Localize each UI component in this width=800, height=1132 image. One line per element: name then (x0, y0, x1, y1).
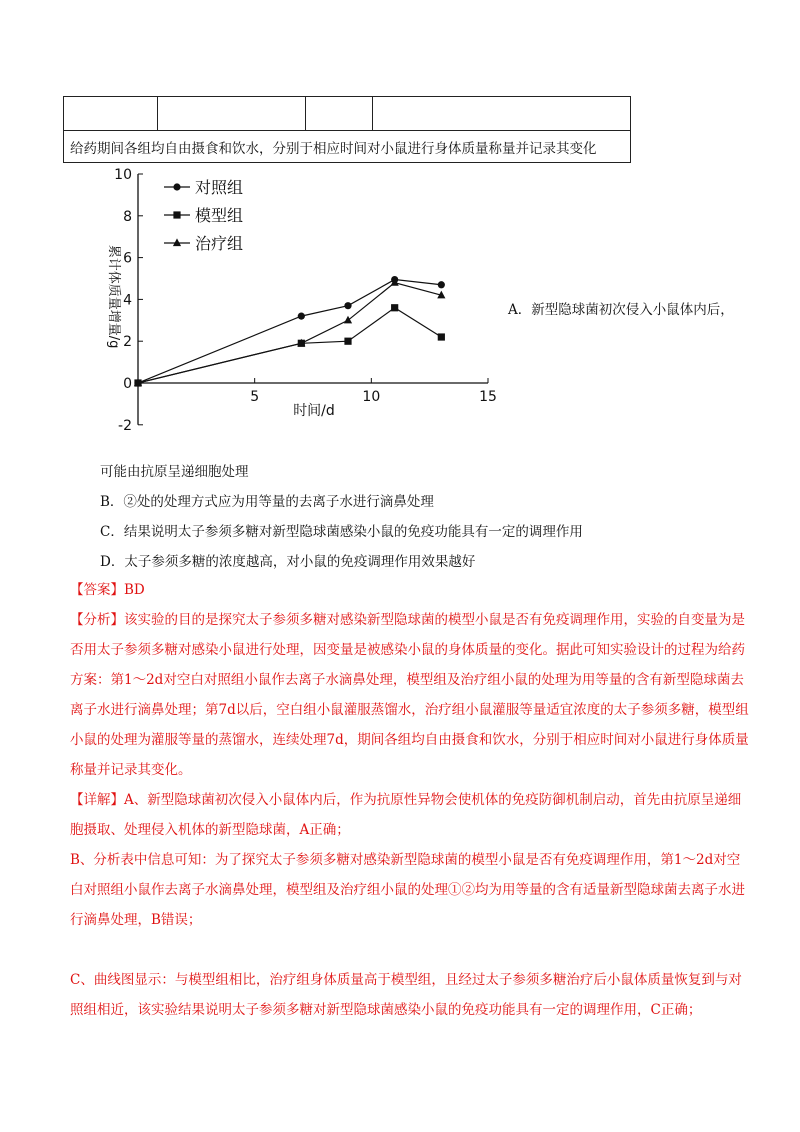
point-circle (344, 302, 351, 309)
legend-label: 治疗组 (195, 234, 244, 253)
y-tick-label: -2 (118, 417, 132, 434)
x-tick-label: 10 (362, 389, 381, 405)
point-circle (438, 281, 445, 288)
table-note-cell: 给药期间各组均自由摄食和饮水，分别于相应时间对小鼠进行身体质量称量并记录其变化 (64, 131, 631, 163)
weight-gain-chart (95, 165, 505, 440)
series-line (138, 283, 441, 383)
point-square (344, 338, 351, 345)
y-tick-label: 10 (114, 167, 132, 183)
option-b: B．②处的处理方式应为用等量的去离子水进行滴鼻处理 (100, 494, 434, 510)
table-cell (306, 97, 373, 131)
chart-series (134, 276, 446, 387)
y-tick-label: 8 (123, 208, 132, 225)
experiment-table (63, 96, 631, 163)
option-c: C．结果说明太子参须多糖对新型隐球菌感染小鼠的免疫功能具有一定的调理作用 (100, 524, 583, 540)
point-circle (173, 183, 180, 190)
x-tick-label: 15 (479, 389, 497, 405)
y-tick-label: 0 (123, 376, 132, 392)
chart-legend (164, 178, 243, 253)
option-a-start: A．新型隐球菌初次侵入小鼠体内后， (508, 302, 734, 318)
x-tick-label: 5 (250, 389, 260, 405)
point-square (173, 211, 180, 218)
table-cell (64, 97, 158, 131)
point-square (391, 304, 398, 311)
point-triangle (173, 238, 181, 246)
legend-label: 对照组 (195, 178, 244, 197)
y-axis-label: 累计体质量增量/g (106, 244, 121, 349)
answer-value: BD (124, 582, 145, 598)
analysis-section (70, 605, 750, 785)
legend-label: 模型组 (195, 206, 244, 225)
table-row (64, 97, 631, 131)
table-cell (373, 97, 631, 131)
point-square (438, 333, 445, 340)
series-line (138, 280, 441, 383)
option-a-end: 可能由抗原呈递细胞处理 (100, 464, 249, 480)
y-tick-label: 4 (123, 292, 132, 309)
option-d: D．太子参须多糖的浓度越高，对小鼠的免疫调理作用效果越好 (100, 554, 476, 570)
chart-ticks (114, 167, 497, 434)
table-cell (158, 97, 306, 131)
detail-tag: 【详解】 (70, 792, 124, 808)
analysis-tag: 【分析】 (70, 612, 124, 628)
point-circle (298, 313, 305, 320)
y-tick-label: 2 (123, 334, 132, 351)
analysis-text: 该实验的目的是探究太子参须多糖对感染新型隐球菌的模型小鼠是否有免疫调理作用，实验的自变量为是否用太子参须多糖对感染小鼠进行处理，因变量是被感染小鼠的身体质量的变化。据此可知实验设计的过程为给药方案：第1～2d对空白对照组小鼠作去离子水滴鼻处理，模型组及治疗组小鼠的处理为用等量的含有新型隐球菌去离子水进行滴鼻处理；第7d以后，空白组小鼠灌服蒸馏水，治疗组小鼠灌服等量适宜浓度的太子参须多糖，模型组小鼠的处理为灌服等量的蒸馏水，连续处理7d，期间各组均自由摄食和饮水，分别于相应时间对小鼠进行身体质量称量并记录其变化。 (70, 612, 749, 778)
table-row (64, 131, 631, 163)
answer-tag: 【答案】 (70, 582, 124, 598)
detail-c: C、曲线图显示：与模型组相比，治疗组身体质量高于模型组，且经过太子参须多糖治疗后小鼠体质量恢复到与对照组相近，该实验结果说明太子参须多糖对新型隐球菌感染小鼠的免疫功能具有一定的调理作用，C正确； (70, 972, 742, 1018)
detail-b: B、分析表中信息可知：为了探究太子参须多糖对感染新型隐球菌的模型小鼠是否有免疫调理作用，第1～2d对空白对照组小鼠作去离子水滴鼻处理，模型组及治疗组小鼠的处理①②均为用等量的含有适量新型隐球菌去离子水进行滴鼻处理，B错误； (70, 852, 745, 928)
detail-section (70, 785, 750, 845)
detail-a: A、新型隐球菌初次侵入小鼠体内后，作为抗原性异物会使机体的免疫防御机制启动，首先由抗原呈递细胞摄取、处理侵入机体的新型隐球菌，A正确； (70, 792, 742, 838)
answer-section (70, 575, 750, 605)
x-axis-label: 时间/d (293, 403, 335, 419)
y-tick-label: 6 (123, 250, 132, 267)
chart-axes (138, 174, 488, 425)
point-triangle (344, 316, 352, 324)
